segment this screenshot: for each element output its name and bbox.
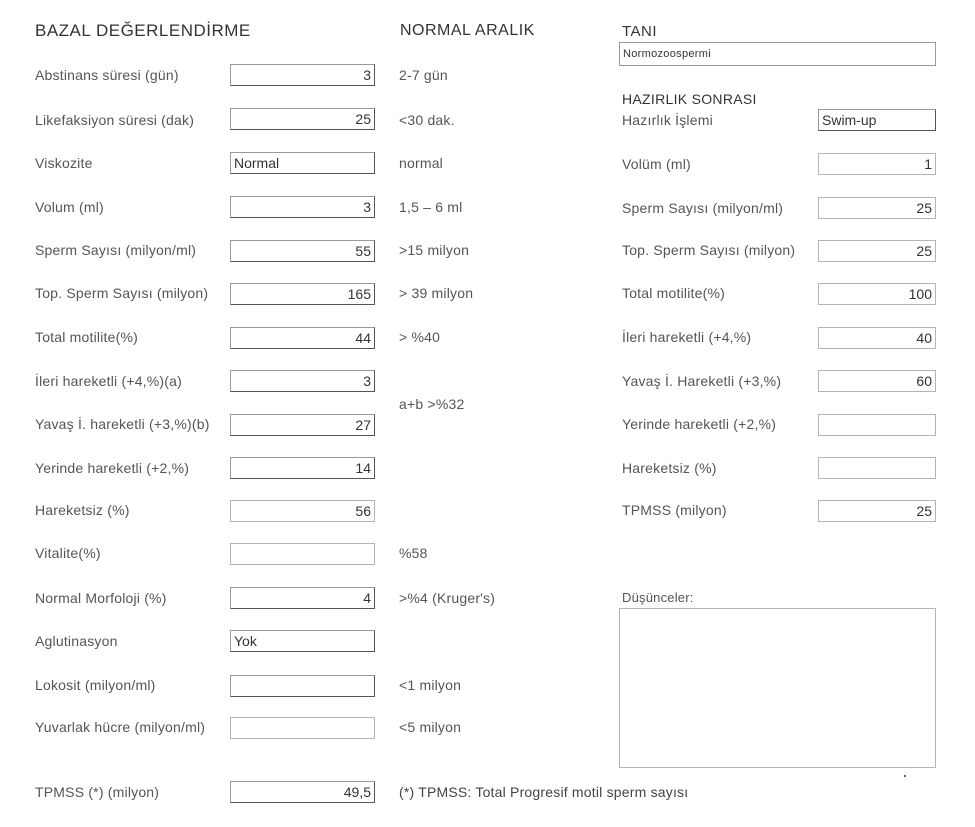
notes-textarea[interactable] [619, 608, 936, 768]
tpmss-footnote: (*) TPMSS: Total Progresif motil sperm sayısı [399, 784, 689, 800]
prep-label-slow-progressive: Yavaş İ. Hareketli (+3,%) [622, 373, 782, 389]
range-liquefaction: <30 dak. [399, 112, 455, 128]
baseline-label-leukocyte: Lokosit (milyon/ml) [35, 677, 156, 693]
baseline-label-round-cell: Yuvarlak hücre (milyon/ml) [35, 719, 206, 735]
baseline-field-sperm-count[interactable]: 55 [230, 240, 375, 262]
baseline-label-agglutination: Aglutinasyon [35, 633, 118, 649]
prep-field-non-progressive[interactable] [818, 414, 936, 436]
baseline-field-viscosity[interactable]: Normal [230, 152, 375, 174]
baseline-field-total-motility[interactable]: 44 [230, 327, 375, 349]
prep-field-sperm-count[interactable]: 25 [818, 197, 936, 219]
baseline-label-liquefaction: Likefaksiyon süresi (dak) [35, 112, 195, 128]
range-viscosity: normal [399, 155, 443, 171]
diagnosis-field[interactable]: Normozoospermi [619, 42, 936, 66]
baseline-label-vitality: Vitalite(%) [35, 545, 101, 561]
range-ab-motility: a+b >%32 [399, 396, 465, 412]
scan-speck [904, 775, 906, 777]
prep-field-method[interactable]: Swim-up [818, 109, 936, 131]
baseline-label-slow-progressive: Yavaş İ. hareketli (+3,%)(b) [35, 416, 210, 432]
range-leukocyte: <1 milyon [399, 677, 462, 693]
after-prep-heading: HAZIRLIK SONRASI [622, 91, 757, 107]
notes-label: Düşünceler: [622, 590, 694, 605]
prep-label-total-sperm-count: Top. Sperm Sayısı (milyon) [622, 242, 796, 258]
prep-field-slow-progressive[interactable]: 60 [818, 370, 936, 392]
range-total-motility: > %40 [399, 329, 441, 345]
range-morphology: >%4 (Kruger's) [399, 590, 496, 606]
prep-field-total-sperm-count[interactable]: 25 [818, 240, 936, 262]
baseline-field-liquefaction[interactable]: 25 [230, 108, 375, 130]
baseline-field-vitality[interactable] [230, 543, 375, 565]
baseline-field-agglutination[interactable]: Yok [230, 630, 375, 652]
prep-label-total-motility: Total motilite(%) [622, 285, 725, 301]
baseline-label-total-motility: Total motilite(%) [35, 329, 138, 345]
prep-label-volume: Volüm (ml) [622, 156, 691, 172]
prep-label-method: Hazırlık İşlemi [622, 112, 713, 128]
range-total-sperm-count: > 39 milyon [399, 285, 474, 301]
range-round-cell: <5 milyon [399, 719, 462, 735]
baseline-label-tpmss: TPMSS (*) (milyon) [35, 784, 160, 800]
baseline-label-progressive: İleri hareketli (+4,%)(a) [35, 373, 182, 389]
baseline-label-sperm-count: Sperm Sayısı (milyon/ml) [35, 242, 197, 258]
prep-field-tpmss[interactable]: 25 [818, 500, 936, 522]
baseline-label-total-sperm-count: Top. Sperm Sayısı (milyon) [35, 285, 209, 301]
baseline-field-tpmss[interactable]: 49,5 [230, 781, 375, 803]
baseline-field-leukocyte[interactable] [230, 675, 375, 697]
prep-label-tpmss: TPMSS (milyon) [622, 502, 727, 518]
baseline-field-round-cell[interactable] [230, 717, 375, 739]
baseline-field-volume[interactable]: 3 [230, 196, 375, 218]
baseline-label-morphology: Normal Morfoloji (%) [35, 590, 167, 606]
baseline-label-abstinence: Abstinans süresi (gün) [35, 67, 179, 83]
range-sperm-count: >15 milyon [399, 242, 470, 258]
range-volume: 1,5 – 6 ml [399, 199, 463, 215]
diagnosis-heading: TANI [622, 23, 658, 40]
prep-field-total-motility[interactable]: 100 [818, 283, 936, 305]
baseline-field-abstinence[interactable]: 3 [230, 64, 375, 86]
prep-field-volume[interactable]: 1 [818, 153, 936, 175]
baseline-label-non-progressive: Yerinde hareketli (+2,%) [35, 460, 190, 476]
baseline-field-total-sperm-count[interactable]: 165 [230, 283, 375, 305]
prep-field-progressive[interactable]: 40 [818, 327, 936, 349]
normal-range-heading: NORMAL ARALIK [400, 22, 535, 39]
baseline-field-non-progressive[interactable]: 14 [230, 457, 375, 479]
range-abstinence: 2-7 gün [399, 67, 448, 83]
baseline-label-immotile: Hareketsiz (%) [35, 502, 130, 518]
prep-label-progressive: İleri hareketli (+4,%) [622, 329, 752, 345]
range-vitality: %58 [399, 545, 428, 561]
prep-label-immotile: Hareketsiz (%) [622, 460, 717, 476]
baseline-heading: BAZAL DEĞERLENDİRME [35, 21, 251, 40]
prep-field-immotile[interactable] [818, 457, 936, 479]
baseline-label-viscosity: Viskozite [35, 155, 93, 171]
baseline-field-progressive[interactable]: 3 [230, 370, 375, 392]
prep-label-non-progressive: Yerinde hareketli (+2,%) [622, 416, 777, 432]
baseline-field-immotile[interactable]: 56 [230, 500, 375, 522]
prep-label-sperm-count: Sperm Sayısı (milyon/ml) [622, 200, 784, 216]
baseline-field-morphology[interactable]: 4 [230, 587, 375, 609]
baseline-field-slow-progressive[interactable]: 27 [230, 414, 375, 436]
baseline-label-volume: Volum (ml) [35, 199, 104, 215]
